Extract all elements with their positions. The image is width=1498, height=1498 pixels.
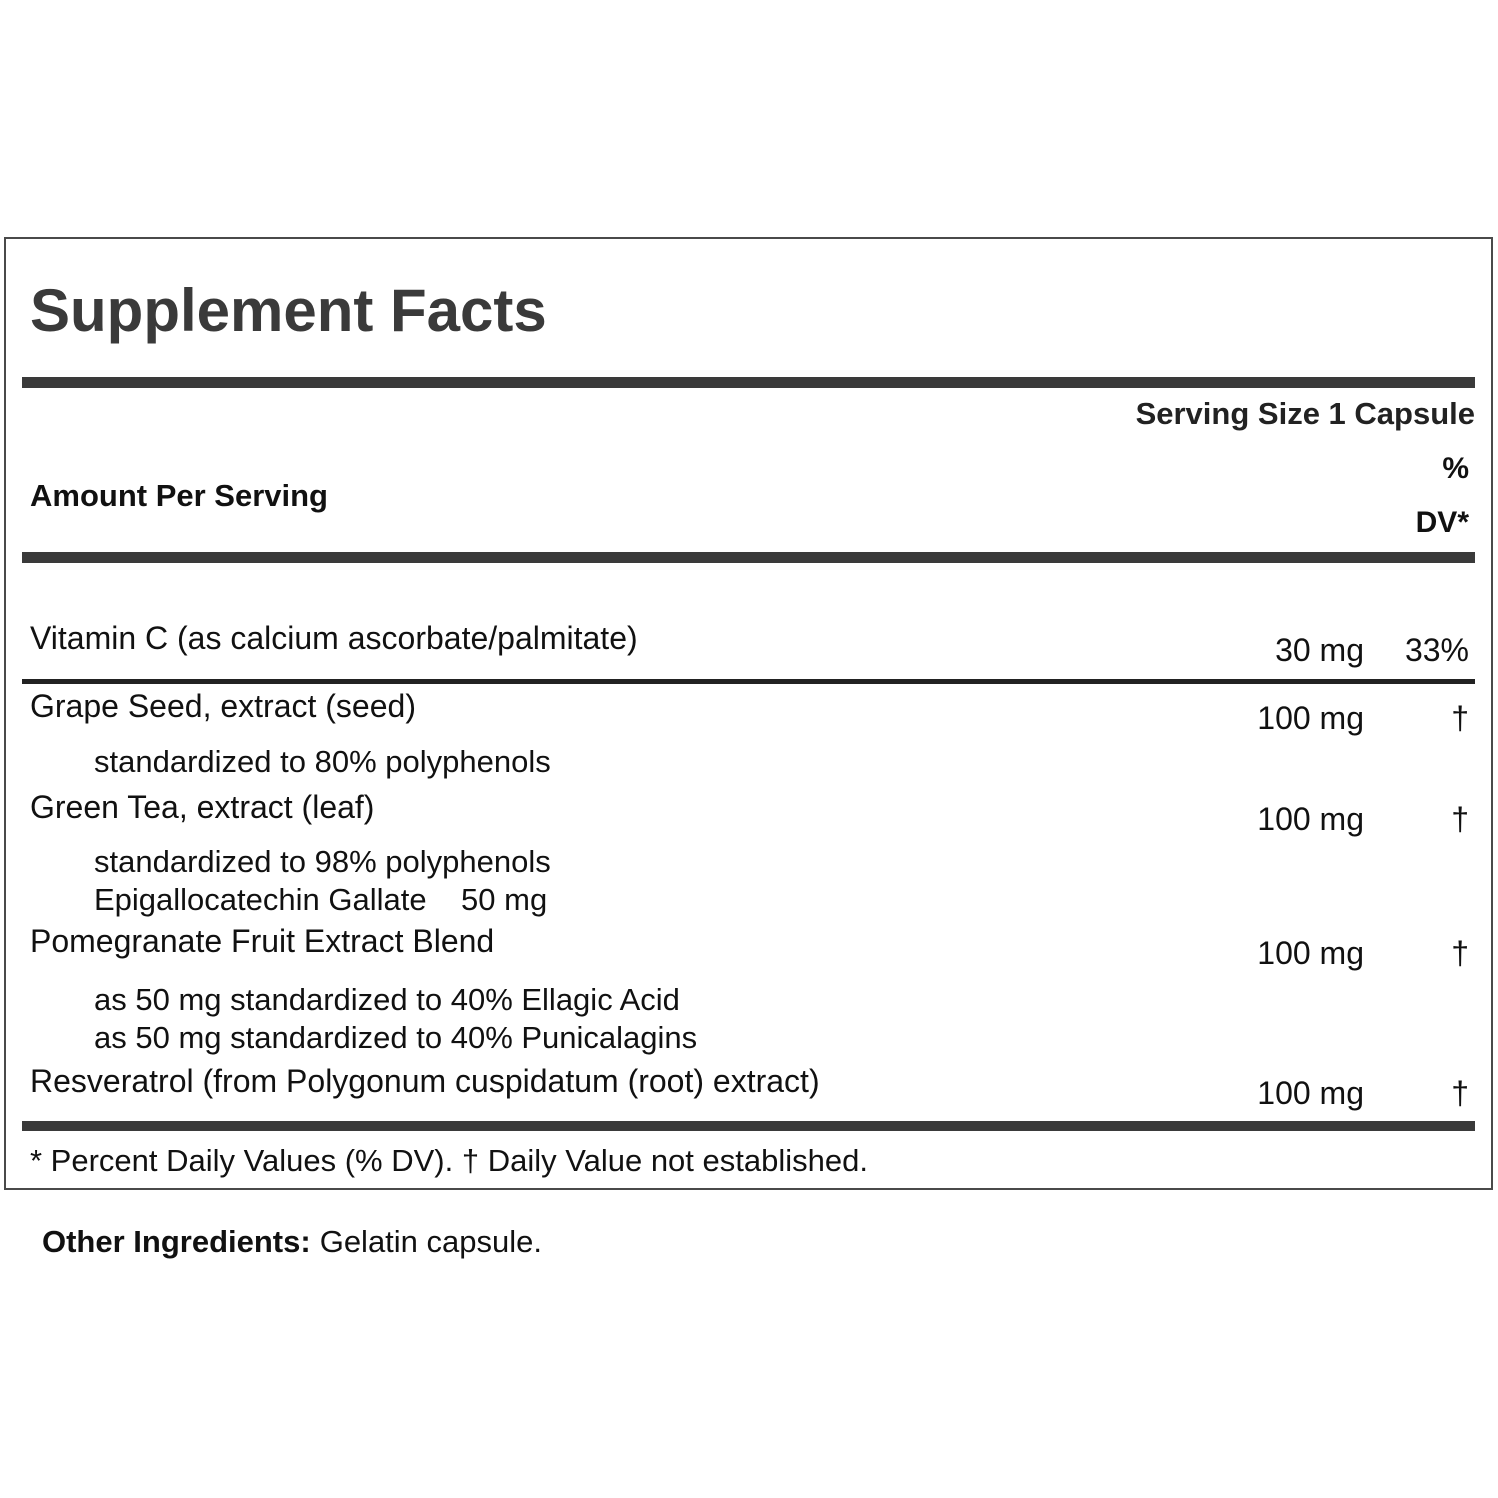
serving-size: Serving Size 1 Capsule (1135, 396, 1475, 431)
subrow-green-tea-egcg: Epigallocatechin Gallate 50 mg (94, 882, 548, 917)
other-ingredients (42, 1222, 542, 1262)
subrow-green-tea-standardization: standardized to 98% polyphenols (94, 844, 551, 879)
subrow-pomegranate-ellagic-acid: as 50 mg standardized to 40% Ellagic Acid (94, 982, 680, 1017)
ingredient-row-grape-seed (22, 684, 1475, 736)
ingredient-dv: 33% (1404, 632, 1469, 668)
ingredient-row-green-tea (22, 785, 1475, 837)
percent-symbol: % (1442, 452, 1469, 485)
ingredient-amount: 100 mg (1257, 1075, 1364, 1111)
daily-value-footnote: * Percent Daily Values (% DV). † Daily Value not established. (30, 1143, 868, 1178)
ingredient-amount: 100 mg (1257, 801, 1364, 837)
ingredient-amount: 30 mg (1275, 632, 1364, 668)
ingredient-dv: † (1451, 700, 1469, 736)
supplement-facts-panel (4, 237, 1493, 1190)
ingredient-name: Vitamin C (as calcium ascorbate/palmitate) (30, 620, 638, 656)
ingredient-dv: † (1451, 801, 1469, 837)
ingredient-name: Grape Seed, extract (seed) (30, 688, 416, 724)
percent-dv-header (1416, 442, 1475, 550)
rule-below-header (22, 552, 1475, 563)
ingredient-name: Resveratrol (from Polygonum cuspidatum (root) extract) (30, 1063, 820, 1099)
ingredient-row-resveratrol (22, 1059, 1475, 1111)
subrow-grape-seed-standardization: standardized to 80% polyphenols (94, 744, 551, 779)
ingredient-name: Pomegranate Fruit Extract Blend (30, 923, 495, 959)
amount-per-serving-header: Amount Per Serving (30, 478, 328, 513)
other-ingredients-value: Gelatin capsule. (319, 1224, 543, 1259)
subrow-pomegranate-punicalagins: as 50 mg standardized to 40% Punicalagins (94, 1020, 698, 1055)
ingredient-row-pomegranate (22, 919, 1475, 971)
ingredient-dv: † (1451, 935, 1469, 971)
ingredient-name: Green Tea, extract (leaf) (30, 789, 375, 825)
rule-below-title (22, 377, 1475, 388)
table-header (22, 440, 1475, 552)
ingredient-row-vitamin-c (22, 563, 1475, 679)
rule-above-footnote (22, 1121, 1475, 1131)
dv-label: DV* (1415, 506, 1469, 539)
other-ingredients-label: Other Ingredients: (42, 1224, 311, 1259)
panel-title: Supplement Facts (30, 277, 547, 344)
ingredient-amount: 100 mg (1257, 935, 1364, 971)
ingredient-amount: 100 mg (1257, 700, 1364, 736)
ingredient-dv: † (1451, 1075, 1469, 1111)
